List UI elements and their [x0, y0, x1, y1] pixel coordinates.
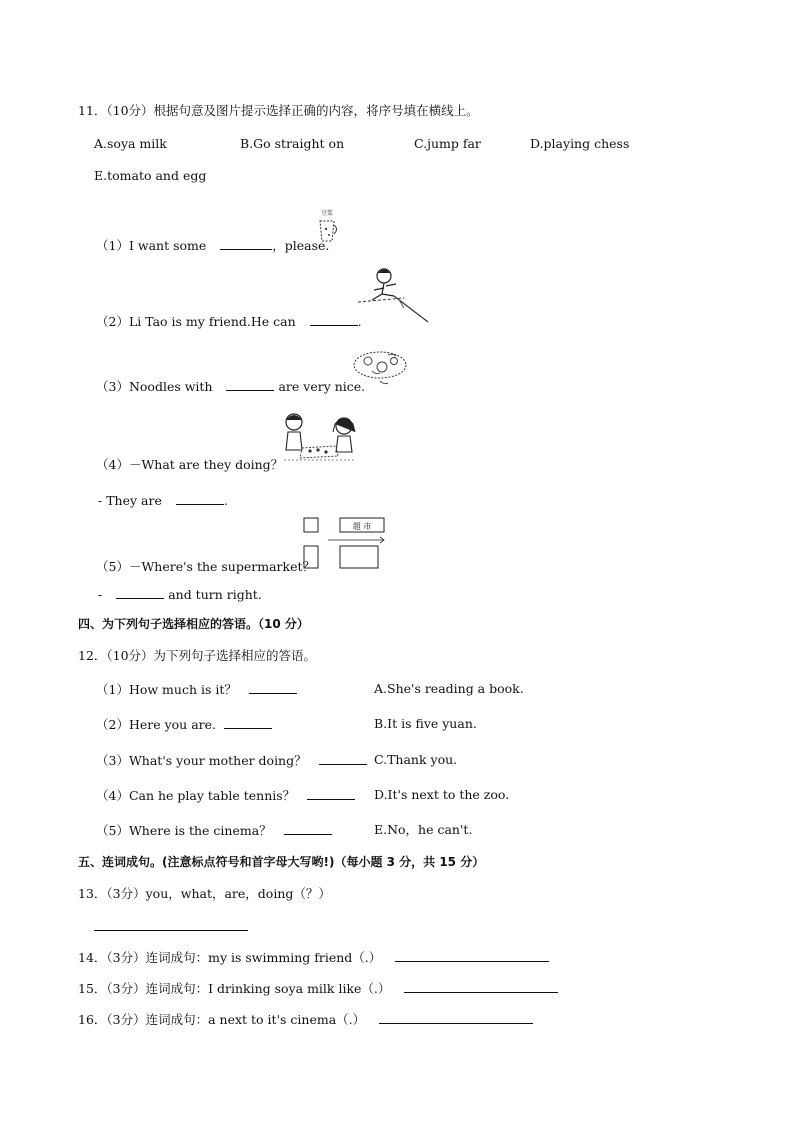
- q15-row: 15．（3分）连词成句：I drinking soya milk like（.）: [78, 980, 558, 997]
- tomato-egg-dish-picture: [350, 347, 410, 389]
- answer-blank[interactable]: [319, 752, 367, 765]
- q11-item-1: （1）I want some ，please.: [96, 238, 330, 253]
- section-4-heading: 四、为下列句子选择相应的答语。（10 分）: [78, 617, 309, 631]
- supermarket-sign: 超 市: [352, 522, 372, 531]
- answer-blank[interactable]: [226, 378, 274, 391]
- q11-item-5-answer: - and turn right.: [98, 587, 262, 602]
- answer-blank[interactable]: [310, 313, 358, 326]
- q12-answer-d: D.It's next to the zoo.: [374, 787, 510, 802]
- section-5-heading: 五、连词成句。(注意标点符号和首字母大写哟!)（每小题 3 分，共 15 分）: [78, 855, 485, 869]
- q12-answer-b: B.It is five yuan.: [374, 716, 477, 731]
- q11-item-2: （2）Li Tao is my friend.He can .: [96, 314, 362, 329]
- answer-blank[interactable]: [220, 237, 272, 250]
- answer-blank[interactable]: [249, 681, 297, 694]
- answer-blank[interactable]: [224, 716, 272, 729]
- q11-option-d: D.playing chess: [530, 136, 630, 151]
- answer-blank[interactable]: [395, 949, 549, 962]
- q11-item-3: （3）Noodles with are very nice.: [96, 379, 366, 394]
- q12-answer-e: E.No，he can't.: [374, 822, 473, 837]
- q12-stem: 12．（10分）为下列句子选择相应的答语。: [78, 648, 317, 663]
- jumping-boy-picture: [352, 264, 432, 326]
- q11-item-5: （5）－Where's the supermarket？: [96, 559, 316, 574]
- q11-stem: 11．（10分）根据句意及图片提示选择正确的内容，将序号填在横线上。: [78, 103, 479, 118]
- q11-option-e: E.tomato and egg: [94, 168, 207, 183]
- answer-blank[interactable]: [176, 492, 224, 505]
- q12-question-1: （1）How much is it？: [96, 681, 297, 698]
- q11-item-4-answer: - They are .: [98, 493, 228, 508]
- q13-answer-line[interactable]: [94, 930, 248, 931]
- q12-question-4: （4）Can he play table tennis？: [96, 787, 355, 804]
- answer-blank[interactable]: [379, 1011, 533, 1024]
- soya-milk-label: 豆浆: [320, 210, 334, 217]
- q14-row: 14．（3分）连词成句：my is swimming friend（.）: [78, 949, 549, 966]
- q13-text: 13．（3分）you，what，are，doing（？）: [78, 886, 331, 901]
- children-playing-chess-picture: [278, 410, 360, 468]
- answer-blank[interactable]: [284, 822, 332, 835]
- q12-answer-c: C.Thank you.: [374, 752, 458, 767]
- soya-milk-picture: [312, 205, 342, 247]
- answer-blank[interactable]: [404, 980, 558, 993]
- q12-question-3: （3）What's your mother doing？: [96, 752, 367, 769]
- q16-row: 16．（3分）连词成句：a next to it's cinema（.）: [78, 1011, 533, 1028]
- q11-item-4: （4）－What are they doing？: [96, 457, 284, 472]
- answer-blank[interactable]: [307, 787, 355, 800]
- q11-option-c: C.jump far: [414, 136, 481, 151]
- answer-blank[interactable]: [116, 586, 164, 599]
- q11-option-a: A.soya milk: [94, 136, 167, 151]
- q12-answer-a: A.She's reading a book.: [374, 681, 524, 696]
- q12-question-2: （2）Here you are.: [96, 716, 272, 733]
- q12-question-5: （5）Where is the cinema？: [96, 822, 332, 839]
- q11-option-b: B.Go straight on: [240, 136, 345, 151]
